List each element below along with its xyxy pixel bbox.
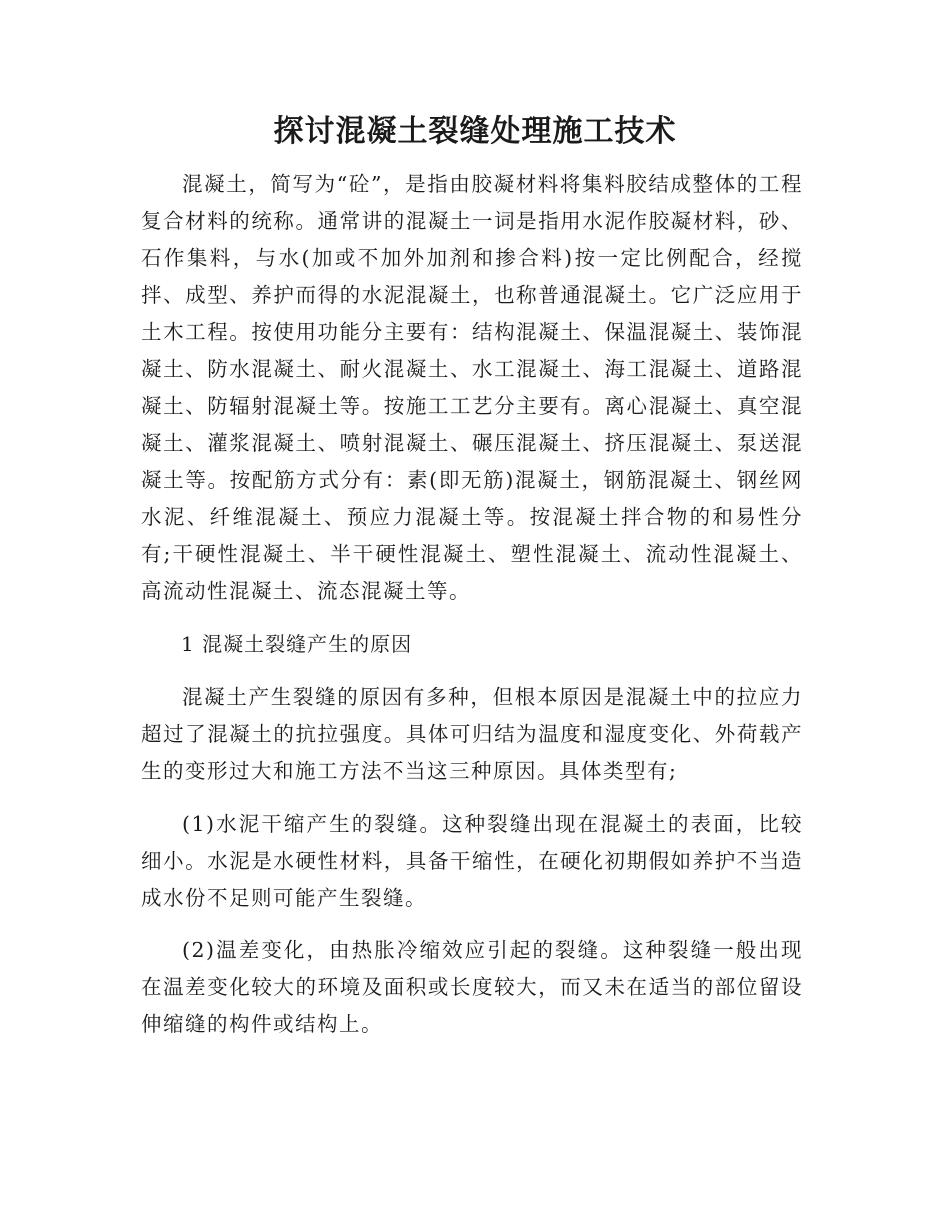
list-item-1: (1)水泥干缩产生的裂缝。这种裂缝出现在混凝土的表面，比较细小。水泥是水硬性材料，具备干缩性，在硬化初期假如养护不当造成水份不足则可能产生裂缝。: [141, 812, 803, 910]
document-title: 探讨混凝土裂缝处理施工技术: [273, 114, 677, 149]
section-heading-1: 1 混凝土裂缝产生的原因: [181, 632, 413, 656]
intro-paragraph: 混凝土，简写为“砼”，是指由胶凝材料将集料胶结成整体的工程复合材料的统称。通常讲的混凝土一词是指用水泥作胶凝材料，砂、石作集料，与水(加或不加外加剂和掺合料)按一定比例配合，经搅拌、成型、养护而得的水泥混凝土，也称普通混凝土。它广泛应用于土木工程。按使用功能分主要有：结构混凝土、保温混凝土、装饰混凝土、防水混凝土、耐火混凝土、水工混凝土、海工混凝土、道路混凝土、防辐射混凝土等。按施工工艺分主要有。离心混凝土、真空混凝土、灌浆混凝土、喷射混凝土、碾压混凝土、挤压混凝土、泵送混凝土等。按配筋方式分有：素(即无筋)混凝土，钢筋混凝土、钢丝网水泥、纤维混凝土、预应力混凝土等。按混凝土拌合物的和易性分有;干硬性混凝土、半干硬性混凝土、塑性混凝土、流动性混凝土、高流动性混凝土、流态混凝土等。: [141, 172, 803, 603]
section-1-paragraph: 混凝土产生裂缝的原因有多种，但根本原因是混凝土中的拉应力超过了混凝土的抗拉强度。具体可归结为温度和湿度变化、外荷载产生的变形过大和施工方法不当这三种原因。具体类型有;: [141, 685, 803, 783]
list-item-2: (2)温差变化，由热胀冷缩效应引起的裂缝。这种裂缝一般出现在温差变化较大的环境及面积或长度较大，而又未在适当的部位留设伸缩缝的构件或结构上。: [141, 938, 803, 1036]
